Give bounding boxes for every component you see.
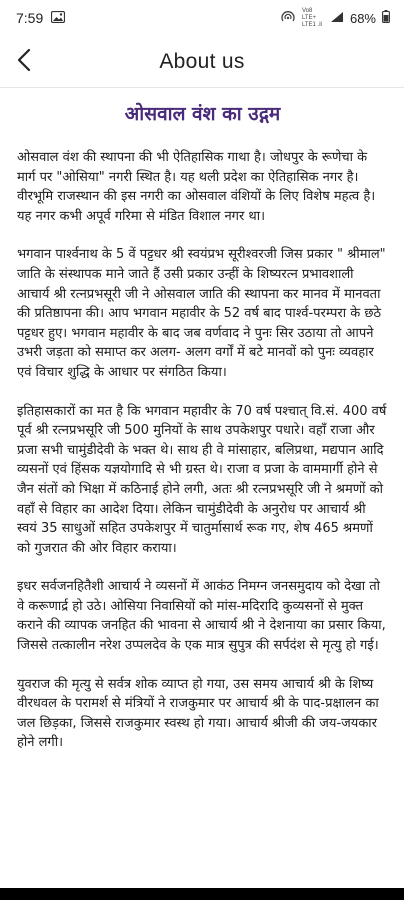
navigation-bar: [0, 888, 404, 900]
article-heading: ओसवाल वंश का उद्गम: [124, 103, 281, 125]
status-bar: [0, 0, 404, 36]
hotspot-icon: [280, 10, 296, 27]
image-icon: [51, 10, 65, 26]
status-left: [16, 10, 65, 26]
article-paragraph: इधर सर्वजनहितैशी आचार्य ने व्यसनों में आकंठ निमग्न जनसमुदाय को देखा तो वे करूणार्द्र हो उठे। ओसिया निवासियों को मांस-मदिरादि कुव्यसनों से मुक्त कराने की व्यापक जनहित की भावना से आचार्य श्री ने देशनाया का प्रसार किया, जिससे तत्कालीन नरेश उप्पलदेव के एक मात्र सुपुत्र की सर्पदंश से मृत्यु हो गई।: [17, 579, 386, 654]
battery-percent: 68%: [349, 10, 376, 26]
arrow-left-icon: [16, 48, 32, 76]
status-right: [280, 8, 390, 29]
page-title: About us: [159, 49, 245, 73]
article-paragraph: ओसवाल वंश की स्थापना की भी ऐतिहासिक गाथा है। जोधपुर के रूणेचा के मार्ग पर "ओसिया" नगरी स्थित है। यह थली प्रदेश का ऐतिहासिक नगर है। वीरभूमि राजस्थान की इस नगरी का ओसवाल वंशियों के लिए विशेष महत्व है। यह नगर कभी अपूर्व गरिमा से मंडित विशाल नगर था।: [17, 150, 376, 224]
battery-icon: [382, 10, 390, 26]
back-button[interactable]: [10, 48, 38, 76]
network-label: [302, 8, 324, 29]
status-time: 7:59: [16, 10, 44, 26]
article-paragraph: इतिहासकारों का मत है कि भगवान महावीर के 70 वर्ष पश्चात् वि.सं. 400 वर्ष पूर्व श्री रत्नप्रभसूरि जी 500 मुनियों के साथ उपकेशपुर पधारे। वहाँ राजा और प्रजा सभी चामुंडीदेवी के भक्त थे। साथ ही वे मांसाहार, बलिप्रथा, मद्यपान आदि व्यसनों एवं हिंसक यज्ञयोगादि से भी ग्रस्त थे। राजा व प्रजा के वाममार्गी होने से जैन संतों को भिक्षा में कठिनाई होने लगी, अतः श्री रत्नप्रभसूरि जी ने श्रमणों को वहाँ से विहार का आदेश दिया। लेकिन चामुंडीदेवी के अनुरोध पर आचार्य श्री स्वयं 35 साधुओं सहित उपकेशपुर में चातुर्मासार्थ रूक गए, शेष 465 श्रमणों को गुजरात की ओर विहार कराया।: [17, 403, 387, 556]
article-paragraph: भगवान पार्श्वनाथ के 5 वें पट्टधर श्री स्वयंप्रभ सूरीश्वरजी जिस प्रकार " श्रीमाल" जाति के संस्थापक माने जाते हैं उसी प्रकार उन्हीं के शिष्यरत्न प्रभावशाली आचार्य श्री रत्नप्रभसूरी जी ने ओसवाल जाति की स्थापना कर मानव में मानवता की प्रतिष्ठापना की। आप भगवान महावीर के 52 वर्ष बाद पार्श्व-परम्परा के छठे पट्टधर हुए। भगवान महावीर के बाद जब वर्णवाद ने पुनः सिर उठाया तो आपने उभरी जड़ता को समाप्त कर अलग- अलग वर्गों में बटे मानवों को पुनः व्यवहार एवं विचार शुद्धि के आधार पर संगठित किया।: [17, 247, 386, 380]
network-line-2: LTE1 .il: [301, 21, 322, 28]
app-bar: [0, 36, 404, 88]
about-content[interactable]: [0, 100, 404, 753]
article-paragraph: युवराज की मृत्यु से सर्वत्र शोक व्याप्त हो गया, उस समय आचार्य श्री के शिष्य वीरधवल के परामर्श से मंत्रियों ने राजकुमार पर आचार्य श्री के पाद-प्रक्षालन का जल छिड़का, जिससे राजकुमार स्वस्थ हो गया। आचार्य श्रीजी की जय-जयकार होने लगी।: [17, 676, 379, 751]
signal-icon: [330, 11, 344, 26]
network-line-1: Vo8 LTE+: [301, 7, 317, 21]
